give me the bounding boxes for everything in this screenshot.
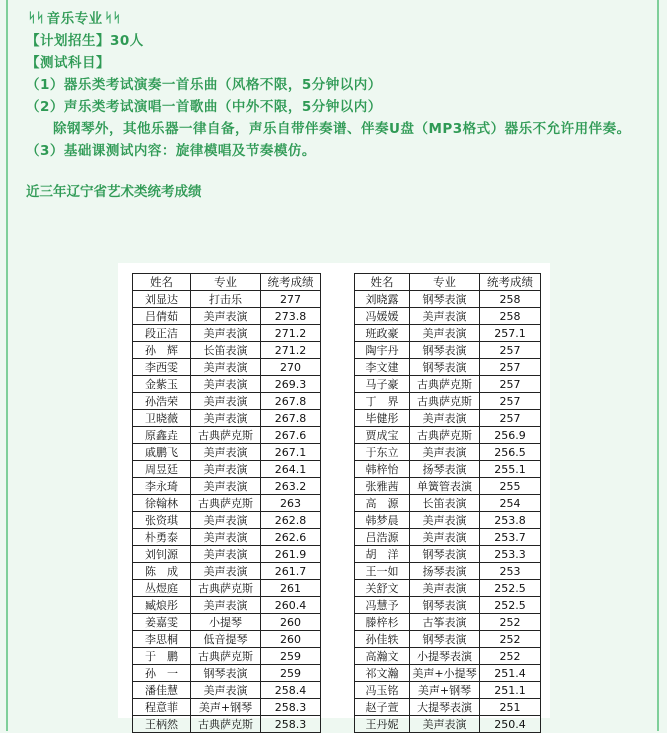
cell-score: 256.5 xyxy=(480,444,541,461)
cell-name: 马子豪 xyxy=(355,376,410,393)
cell-score: 252 xyxy=(480,648,541,665)
table-row xyxy=(133,325,321,342)
cell-score: 270 xyxy=(261,359,321,376)
cell-major: 古典萨克斯 xyxy=(191,580,261,597)
cell-name: 潘佳慧 xyxy=(133,682,191,699)
subject-item-3: （3）基础课测试内容：旋律模唱及节奏模仿。 xyxy=(26,143,316,159)
cell-name: 滕梓杉 xyxy=(355,614,410,631)
cell-major: 美声表演 xyxy=(410,325,480,342)
cell-score: 257 xyxy=(480,376,541,393)
cell-major: 美声表演 xyxy=(191,563,261,580)
cell-major: 美声+小提琴 xyxy=(410,665,480,682)
cell-name: 孙 一 xyxy=(133,665,191,682)
subjects-title: 【测试科目】 xyxy=(26,55,110,71)
cell-major: 美声表演 xyxy=(410,410,480,427)
table-row xyxy=(133,495,321,512)
table-row xyxy=(133,580,321,597)
table-row xyxy=(133,291,321,308)
table-row xyxy=(133,682,321,699)
table-row xyxy=(355,291,541,308)
cell-major: 古典萨克斯 xyxy=(191,427,261,444)
cell-major: 钢琴表演 xyxy=(410,359,480,376)
heading-text: 音乐专业 xyxy=(46,11,103,27)
content-frame xyxy=(6,0,659,731)
column-header: 专业 xyxy=(191,274,261,291)
cell-major: 扬琴表演 xyxy=(410,461,480,478)
table-row xyxy=(355,308,541,325)
cell-major: 美声表演 xyxy=(191,325,261,342)
table-row xyxy=(355,512,541,529)
cell-name: 关舒文 xyxy=(355,580,410,597)
cell-name: 于 鹏 xyxy=(133,648,191,665)
table-row xyxy=(133,665,321,682)
section-heading xyxy=(26,8,656,30)
cell-score: 258 xyxy=(480,308,541,325)
cell-score: 252 xyxy=(480,631,541,648)
cell-name: 胡 洋 xyxy=(355,546,410,563)
cell-major: 美声表演 xyxy=(191,546,261,563)
cell-major: 美声表演 xyxy=(191,512,261,529)
cell-score: 257 xyxy=(480,342,541,359)
cell-major: 古典萨克斯 xyxy=(410,427,480,444)
cell-score: 269.3 xyxy=(261,376,321,393)
cell-score: 251.4 xyxy=(480,665,541,682)
cell-name: 戚鹏飞 xyxy=(133,444,191,461)
cell-major: 钢琴表演 xyxy=(191,665,261,682)
cell-score: 252.5 xyxy=(480,597,541,614)
cell-name: 王一如 xyxy=(355,563,410,580)
table-row xyxy=(133,461,321,478)
table-header-row xyxy=(133,274,321,291)
cell-name: 刘钊源 xyxy=(133,546,191,563)
cell-score: 253.3 xyxy=(480,546,541,563)
scores-image-panel xyxy=(118,263,550,731)
cell-score: 263.2 xyxy=(261,478,321,495)
cell-major: 美声表演 xyxy=(191,461,261,478)
subject-item-2: （2）声乐类考试演唱一首歌曲（中外不限，5分钟以内） xyxy=(26,99,382,115)
cell-major: 小提琴表演 xyxy=(410,648,480,665)
cell-score: 262.8 xyxy=(261,512,321,529)
cell-name: 陈 成 xyxy=(133,563,191,580)
cell-name: 高瀚文 xyxy=(355,648,410,665)
cell-score: 263 xyxy=(261,495,321,512)
table-row xyxy=(133,546,321,563)
cell-major: 单簧管表演 xyxy=(410,478,480,495)
table-row xyxy=(355,546,541,563)
table-row xyxy=(355,495,541,512)
table-row xyxy=(355,325,541,342)
cell-score: 257.1 xyxy=(480,325,541,342)
cell-major: 美声表演 xyxy=(191,410,261,427)
column-header: 统考成绩 xyxy=(480,274,541,291)
table-row xyxy=(355,665,541,682)
cell-name: 韩梦晨 xyxy=(355,512,410,529)
cell-score: 261.9 xyxy=(261,546,321,563)
cell-score: 267.8 xyxy=(261,393,321,410)
cell-name: 冯媛媛 xyxy=(355,308,410,325)
table-row xyxy=(355,529,541,546)
cell-major: 美声+钢琴 xyxy=(410,682,480,699)
cell-score: 257 xyxy=(480,393,541,410)
cell-name: 赵子萱 xyxy=(355,699,410,716)
table-row xyxy=(133,410,321,427)
plan-text: 【计划招生】30人 xyxy=(26,33,144,49)
cell-major: 美声表演 xyxy=(410,529,480,546)
table-row xyxy=(133,427,321,444)
cell-major: 美声表演 xyxy=(191,359,261,376)
cell-score: 258.3 xyxy=(261,699,321,716)
table-row xyxy=(355,410,541,427)
scores-table-right xyxy=(354,273,541,733)
cell-major: 钢琴表演 xyxy=(410,546,480,563)
cell-name: 吕倩茹 xyxy=(133,308,191,325)
cell-name: 韩梓怡 xyxy=(355,461,410,478)
cell-score: 251.1 xyxy=(480,682,541,699)
article-body xyxy=(26,8,656,200)
table-row xyxy=(355,614,541,631)
cell-score: 259 xyxy=(261,648,321,665)
cell-score: 271.2 xyxy=(261,325,321,342)
table-row xyxy=(133,699,321,716)
cell-name: 李永琦 xyxy=(133,478,191,495)
cell-major: 钢琴表演 xyxy=(410,291,480,308)
cell-major: 美声表演 xyxy=(410,444,480,461)
cell-score: 277 xyxy=(261,291,321,308)
cell-name: 陶宇丹 xyxy=(355,342,410,359)
cell-score: 267.1 xyxy=(261,444,321,461)
cell-major: 扬琴表演 xyxy=(410,563,480,580)
cell-major: 美声表演 xyxy=(410,308,480,325)
table-row xyxy=(355,359,541,376)
cell-name: 冯慧予 xyxy=(355,597,410,614)
cell-score: 257 xyxy=(480,359,541,376)
cell-major: 钢琴表演 xyxy=(410,597,480,614)
cell-major: 古典萨克斯 xyxy=(410,376,480,393)
cell-score: 267.6 xyxy=(261,427,321,444)
cell-major: 美声表演 xyxy=(191,444,261,461)
table-row xyxy=(133,529,321,546)
cell-name: 丁 界 xyxy=(355,393,410,410)
cell-major: 古典萨克斯 xyxy=(410,393,480,410)
cell-major: 长笛表演 xyxy=(410,495,480,512)
table-row xyxy=(133,342,321,359)
cell-score: 253.7 xyxy=(480,529,541,546)
cell-major: 美声表演 xyxy=(191,597,261,614)
table-row xyxy=(355,376,541,393)
cell-name: 贾成宝 xyxy=(355,427,410,444)
column-header: 专业 xyxy=(410,274,480,291)
cell-score: 256.9 xyxy=(480,427,541,444)
cell-name: 李文建 xyxy=(355,359,410,376)
table-row xyxy=(355,699,541,716)
cell-name: 徐翰林 xyxy=(133,495,191,512)
cell-name: 姜嘉雯 xyxy=(133,614,191,631)
table-row xyxy=(355,461,541,478)
table-row xyxy=(355,597,541,614)
table-row xyxy=(133,376,321,393)
cell-name: 丛煜庭 xyxy=(133,580,191,597)
cell-name: 孙佳轶 xyxy=(355,631,410,648)
cell-score: 262.6 xyxy=(261,529,321,546)
cell-score: 261 xyxy=(261,580,321,597)
instrument-note: 除钢琴外，其他乐器一律自备，声乐自带伴奏谱、伴奏U盘（MP3格式）器乐不允许用伴奏。 xyxy=(53,121,631,137)
table-row xyxy=(133,393,321,410)
cell-major: 美声表演 xyxy=(191,393,261,410)
cell-major: 美声表演 xyxy=(410,580,480,597)
decoration-right-icon: ᛋᛋ xyxy=(104,11,122,26)
cell-name: 段正洁 xyxy=(133,325,191,342)
cell-major: 古典萨克斯 xyxy=(191,648,261,665)
cell-name: 刘显达 xyxy=(133,291,191,308)
table-row xyxy=(133,631,321,648)
cell-major: 美声表演 xyxy=(191,682,261,699)
table-row xyxy=(355,682,541,699)
scores-table-left xyxy=(132,273,321,733)
cell-major: 低音提琴 xyxy=(191,631,261,648)
cell-name: 臧烺彤 xyxy=(133,597,191,614)
subject-item-1: （1）器乐类考试演奏一首乐曲（风格不限，5分钟以内） xyxy=(26,77,382,93)
cell-major: 美声表演 xyxy=(191,478,261,495)
cell-name: 吕浩源 xyxy=(355,529,410,546)
cell-score: 260.4 xyxy=(261,597,321,614)
cell-name: 祁文瀚 xyxy=(355,665,410,682)
cell-major: 钢琴表演 xyxy=(410,631,480,648)
decoration-left-icon: ᛋᛋ xyxy=(28,11,45,26)
table-row xyxy=(355,342,541,359)
cell-score: 253 xyxy=(480,563,541,580)
cell-name: 于东立 xyxy=(355,444,410,461)
table-row xyxy=(133,359,321,376)
table-row xyxy=(355,478,541,495)
cell-major: 美声表演 xyxy=(410,512,480,529)
table-row xyxy=(133,648,321,665)
cell-major: 古筝表演 xyxy=(410,614,480,631)
table-row xyxy=(133,614,321,631)
cell-major: 美声表演 xyxy=(191,376,261,393)
cell-score: 258.4 xyxy=(261,682,321,699)
table-row xyxy=(355,631,541,648)
cell-major: 钢琴表演 xyxy=(410,342,480,359)
cell-name: 张雅茜 xyxy=(355,478,410,495)
cell-name: 卫晓薇 xyxy=(133,410,191,427)
cell-name: 孙 辉 xyxy=(133,342,191,359)
cell-major: 美声+钢琴 xyxy=(191,699,261,716)
column-header: 姓名 xyxy=(355,274,410,291)
table-row xyxy=(355,444,541,461)
table-row xyxy=(133,308,321,325)
table-row xyxy=(133,444,321,461)
cell-major: 打击乐 xyxy=(191,291,261,308)
cell-major: 美声表演 xyxy=(410,716,480,733)
cell-name: 高 源 xyxy=(355,495,410,512)
table-row xyxy=(355,580,541,597)
cell-score: 267.8 xyxy=(261,410,321,427)
cell-score: 255.1 xyxy=(480,461,541,478)
cell-score: 259 xyxy=(261,665,321,682)
cell-score: 252 xyxy=(480,614,541,631)
cell-score: 264.1 xyxy=(261,461,321,478)
cell-score: 253.8 xyxy=(480,512,541,529)
scores-section-title: 近三年辽宁省艺术类统考成绩 xyxy=(26,184,202,200)
cell-name: 程意菲 xyxy=(133,699,191,716)
cell-score: 260 xyxy=(261,614,321,631)
table-row xyxy=(133,716,321,733)
table-row xyxy=(355,427,541,444)
column-header: 姓名 xyxy=(133,274,191,291)
cell-score: 273.8 xyxy=(261,308,321,325)
cell-name: 班政豪 xyxy=(355,325,410,342)
cell-score: 261.7 xyxy=(261,563,321,580)
cell-major: 古典萨克斯 xyxy=(191,716,261,733)
cell-name: 王丹妮 xyxy=(355,716,410,733)
cell-score: 258 xyxy=(480,291,541,308)
cell-score: 258.3 xyxy=(261,716,321,733)
table-row xyxy=(355,393,541,410)
table-row xyxy=(133,478,321,495)
table-row xyxy=(355,716,541,733)
table-row xyxy=(355,563,541,580)
cell-name: 周昱廷 xyxy=(133,461,191,478)
cell-name: 冯玉铭 xyxy=(355,682,410,699)
cell-score: 260 xyxy=(261,631,321,648)
cell-major: 美声表演 xyxy=(191,308,261,325)
cell-major: 长笛表演 xyxy=(191,342,261,359)
cell-score: 271.2 xyxy=(261,342,321,359)
table-header-row xyxy=(355,274,541,291)
cell-score: 255 xyxy=(480,478,541,495)
cell-name: 李思桐 xyxy=(133,631,191,648)
cell-name: 张资琪 xyxy=(133,512,191,529)
cell-major: 小提琴 xyxy=(191,614,261,631)
cell-name: 李西雯 xyxy=(133,359,191,376)
table-row xyxy=(133,563,321,580)
column-header: 统考成绩 xyxy=(261,274,321,291)
cell-name: 王柄然 xyxy=(133,716,191,733)
cell-major: 古典萨克斯 xyxy=(191,495,261,512)
cell-score: 250.4 xyxy=(480,716,541,733)
cell-score: 251 xyxy=(480,699,541,716)
cell-major: 美声表演 xyxy=(191,529,261,546)
table-row xyxy=(355,648,541,665)
cell-name: 朴勇泰 xyxy=(133,529,191,546)
cell-score: 254 xyxy=(480,495,541,512)
cell-name: 原鑫垚 xyxy=(133,427,191,444)
cell-name: 刘晓露 xyxy=(355,291,410,308)
table-row xyxy=(133,512,321,529)
cell-name: 金紫玉 xyxy=(133,376,191,393)
cell-name: 毕健彤 xyxy=(355,410,410,427)
cell-name: 孙浩荣 xyxy=(133,393,191,410)
cell-score: 257 xyxy=(480,410,541,427)
cell-major: 大提琴表演 xyxy=(410,699,480,716)
table-row xyxy=(133,597,321,614)
cell-score: 252.5 xyxy=(480,580,541,597)
